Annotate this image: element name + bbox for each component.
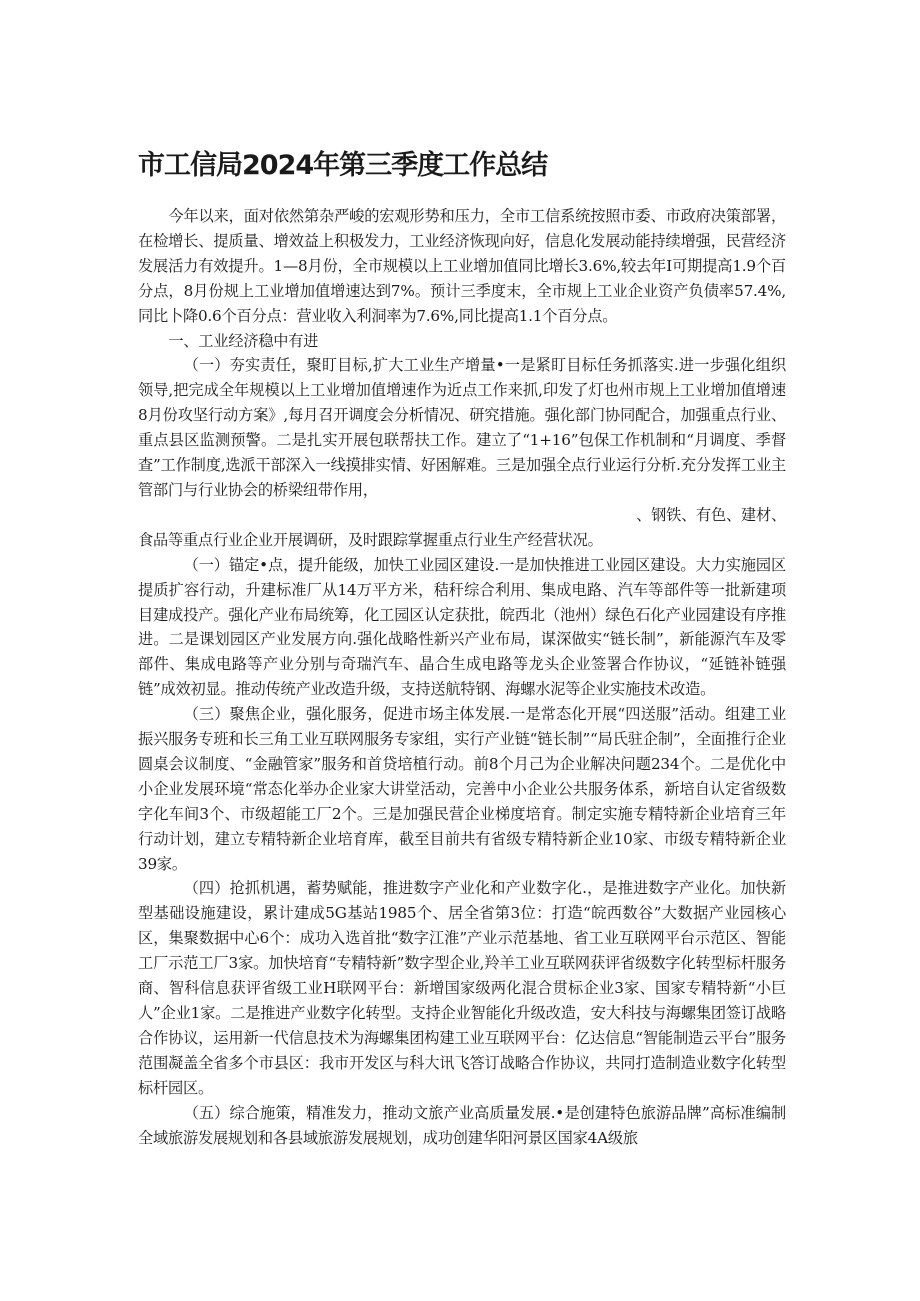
paragraph-1-2: （一）锚定•点，提升能级，加快工业园区建设.一是加快推进工业园区建设。大力实施园区提质扩容行动，升建标准厂从14万平方米，秸秆综合利用、集成电路、汽车等部件等一批新建项目建成投产。强化产业布局统筹，化工园区认定获批，皖西北（池州）绿色石化产业园建设有序推进。二是课划园区产业发展方向.强化战略性新兴产业布局，谋深做实“链长制”，新能源汽车及零部件、集成电路等产业分别与奇瑞汽车、晶合生成电路等龙头企业签署合作协议，“延链补链强链”成效初显。推动传统产业改造升级，支持送航特钢、海螺水泥等企业实施技术改造。 [138,555,786,699]
paragraph-1-4: （四）抢抓机遇，蓄势赋能，推进数字产业化和产业数字化.，是推进数字产业化。加快新型基础设施建设，累计建成5G基站1985个、居全省第3位：打造“皖西数谷”大数据产业园核心区，集聚数据中心6个：成功入选首批“数字江淮”产业示范基地、省工业互联网平台示范区、智能工厂示范工厂3家。加快培育“专精特新”数字型企业,羚羊工业互联网获评省级数字化转型标杆服务商、智科信息获评省级工业H联网平台：新增国家级两化混合贯标企业3家、国家专精特新“小巨人”企业1家。二是推进产业数字化转型。支持企业智能化升级改造，安大科技与海螺集团签订战略合作协议，运用新一代信息技术为海螺集团构建工业互联网平台：亿达信息“智能制造云平台”服务范围凝盖全省多个市县区：我市开发区与科大讯飞答订战略合作协议，共同打造制造业数字化转型标杆园区。 [138,879,786,1097]
paragraph-1-3: （三）聚焦企业，强化服务，促进市场主体发展.一是常态化开展“四送服”活动。组建工业振兴服务专班和长三角工业互联网服务专家组，实行产业链“链长制”“局氏驻企制”，全面推行企业圆桌会议制度、“金融管家”服务和首贷培植行动。前8个月己为企业解决问题234个。二是优化中小企业发展环境“常态化举办企业家大讲堂活动，完善中小企业公共服务体系，新培自认定省级数字化车间3个、市级超能工厂2个。三是加强民营企业梯度培育。制定实施专精特新企业培育三年行动计划，建立专精特新企业培育库，截至目前共有省级专精特新企业10家、市级专精特新企业39家。 [138,705,786,873]
paragraph-1-1-end: 食品等重点行业企业开展调研，及时跟踪掌握重点行业生产经营状况。 [138,530,603,549]
paragraph-1-5: （五）综合施策，精准发力，推动文旅产业高质量发展.•是创建特色旅游品牌”高标准编制全域旅游发展规划和各县域旅游发展规划，成功创建华阳河景区国家4A级旅 [138,1103,786,1147]
document-body [138,204,786,1150]
document-title: 市工信局2024年第三季度工作总结 [138,150,548,181]
paragraph-1-1: （一）夯实责任，聚盯目标,扩大工业生产增量•一是紧盯目标任务抓落实.进一步强化组织领导,把完成全年规模以上工业增加值增速作为近点工作来抓,印发了灯也州市规上工业增加值增速8月份攻坚行动方案》,每月召开调度会分析情况、研究措施。强化部门协同配合，加强重点行业、重点县区监测预警。二是扎实开展包联帮扶工作。建立了“1+16”包保工作机制和“月调度、季督查”工作制度,选派干部深入一线摸排实情、好困解难。三是加强全点行业运行分析.充分发挥工业主管部门与行业协会的桥梁纽带作用， [138,356,786,499]
paragraph-1-1-fragment: 、钢铁、有色、建材、 [636,505,786,524]
paragraph-intro: 今年以来，面对依然第杂严峻的宏观形势和压力，全市工信系统按照市委、市政府决策部署，在检增长、提质量、增效益上积极发力，工业经济恢现向好，信息化发展动能持续增强，民营经济发展活力有效提升。1—8月份，全市规模以上工业增加值同比增长3.6%,较去年I可期提高1.9个百分点，8月份规上工业增加值增速达到7%。预计三季度末，全市规上工业企业资产负债率57.4%,同比卜降0.6个百分点：营业收入利洞率为7.6%,同比提高1.1个百分点。 [138,207,786,325]
section-heading-1: 一、工业经济稳中有进 [168,331,319,350]
